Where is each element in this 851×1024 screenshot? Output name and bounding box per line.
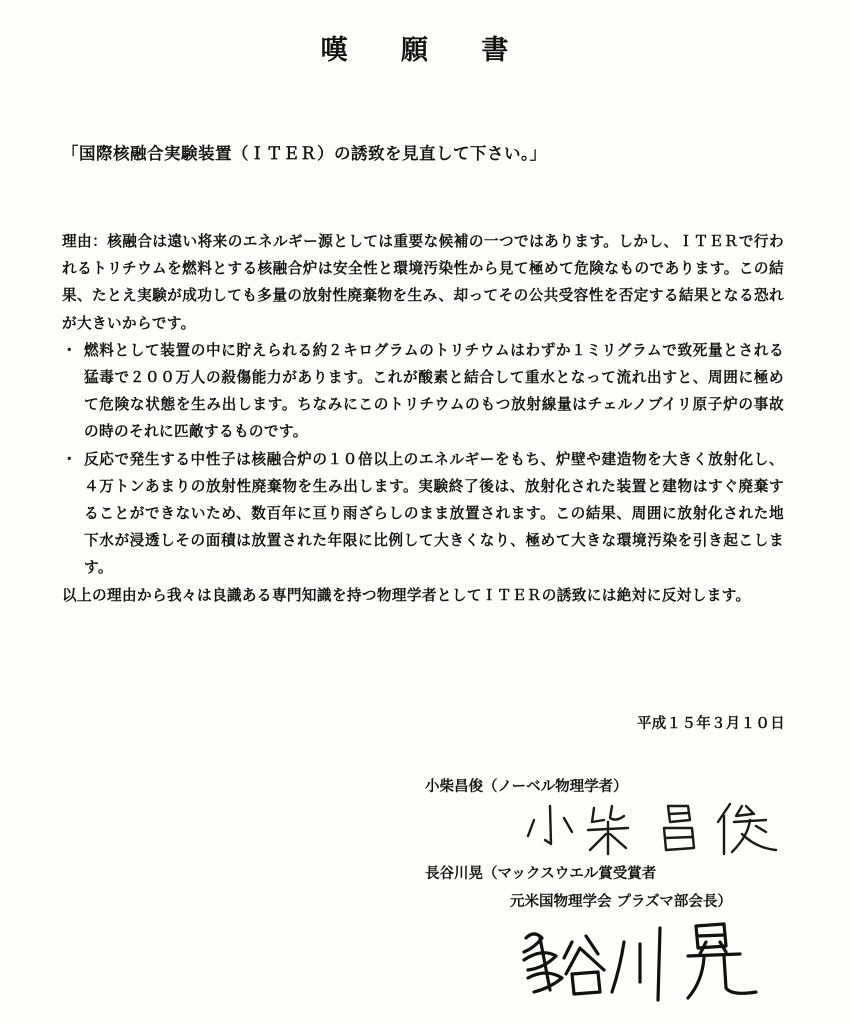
bullet-mark: ・ <box>62 450 77 468</box>
signature-2-image <box>520 908 780 1003</box>
document-body <box>62 228 784 609</box>
signatory-2-affiliation: 元米国物理学会 プラズマ部会長） <box>510 893 732 910</box>
conclusion-paragraph: 以上の理由から我々は良識ある専門知識を持つ物理学者としてＩＴＥＲの誘致には絶対に反対します。 <box>62 586 751 604</box>
reason-paragraph: 理由：核融合は遠い将来のエネルギー源としては重要な候補の一つではあります。しかし、ＩＴＥＲで行われるトリチウムを燃料とする核融合炉は安全性と環境汚染性から見て極めて危険なものであります。この結果、たとえ実験が成功しても多量の放射性廃棄物を生み、却ってその公共受容性を否定する結果となる恐れが大きいからです。 <box>62 233 784 332</box>
signature-1-image <box>520 800 790 860</box>
document-date: 平成１５年３月１０日 <box>637 715 785 732</box>
bullet-text: 燃料として装置の中に貯えられる約２キログラムのトリチウムはわずか１ミリグラムで致死量とされる猛毒で２００万人の殺傷能力があります。これが酸素と結合して重水となって流れ出すと、周囲に極めて危険な状態を生み出します。ちなみにこのトリチウムのもつ放射線量はチェルノブイリ原子炉の事故の時のそれに匹敵するものです。 <box>84 341 784 441</box>
bullet-mark: ・ <box>62 341 77 359</box>
petition-subject: 「国際核融合実験装置（ＩＴＥＲ）の誘致を見直して下さい。」 <box>62 144 547 163</box>
bullet-item <box>62 337 784 446</box>
signatory-1-name: 小柴昌俊（ノーベル物理学者） <box>425 778 628 795</box>
bullet-text: 反応で発生する中性子は核融合炉の１０倍以上のエネルギーをもち、炉壁や建造物を大きく放射化し、４万トンあまりの放射性廃棄物を生み出します。実験終了後は、放射化された装置と建物はすぐ廃棄することができないため、数百年に亘り雨ざらしのまま放置されます。この結果、周囲に放射化された地下水が浸透しその面積は放置された年限に比例して大きくなり、極めて大きな環境汚染を引き起こします。 <box>84 450 784 577</box>
bullet-item <box>62 446 784 582</box>
signatory-2-name: 長谷川晃（マックスウエル賞受賞者 <box>425 865 657 882</box>
document-title: 嘆 願 書 <box>320 35 531 66</box>
